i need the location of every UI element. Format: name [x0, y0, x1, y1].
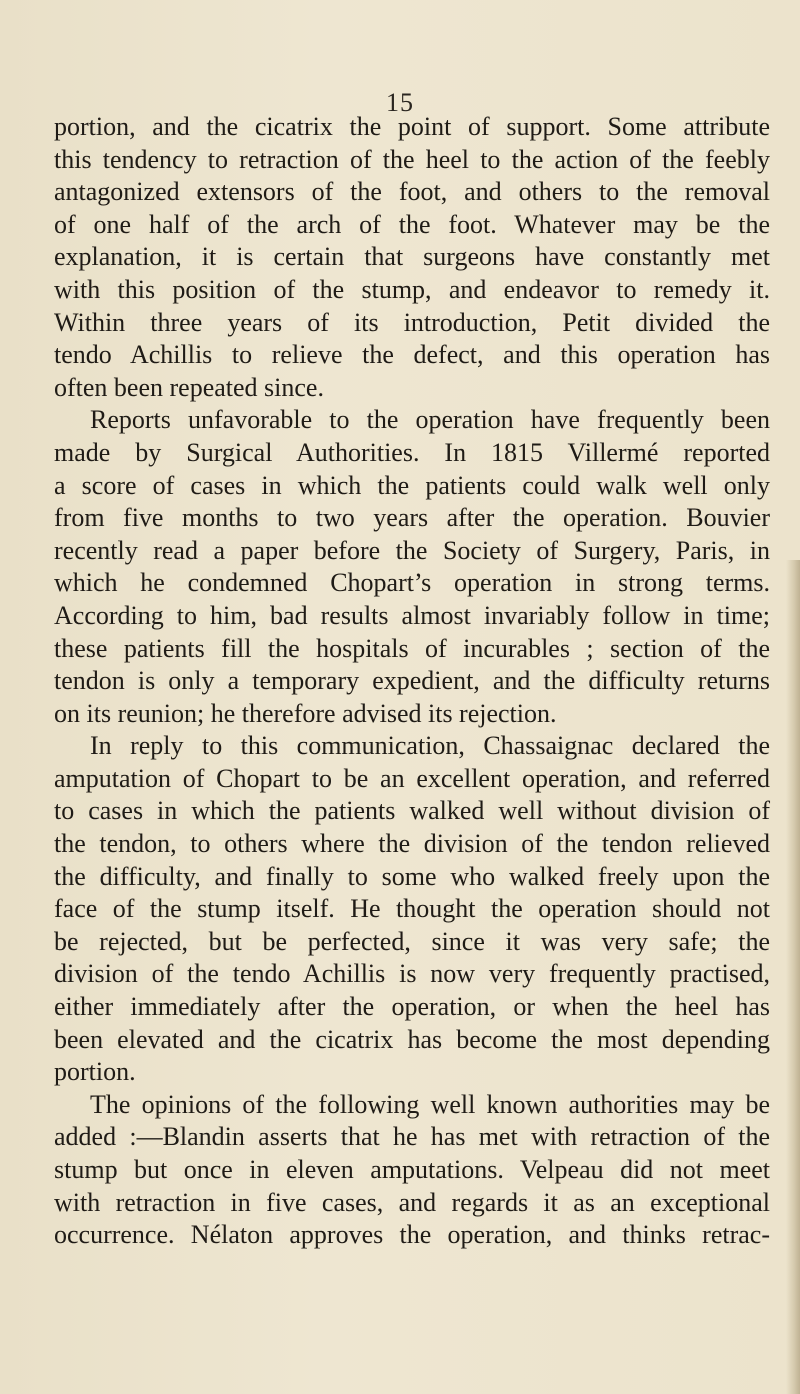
text-line: to cases in which the patients walked well without division of: [54, 796, 770, 826]
text-line: portion.: [54, 1057, 136, 1087]
text-line: tendo Achillis to relieve the defect, and this operation has: [54, 340, 770, 370]
text-line: on its reunion; he therefore advised its rejection.: [54, 698, 557, 728]
text-line: either immediately after the operation, or when the heel has: [54, 992, 770, 1022]
text-line: been elevated and the cicatrix has become the most depending: [54, 1024, 770, 1054]
page-edge-shadow: [786, 560, 800, 1394]
paragraph-3: [54, 730, 770, 1089]
text-line: of one half of the arch of the foot. Whatever may be the: [54, 209, 770, 239]
text-line: from five months to two years after the operation. Bouvier: [54, 503, 770, 533]
text-line: portion, and the cicatrix the point of support. Some attribute: [54, 112, 770, 141]
text-line: the difficulty, and finally to some who walked freely upon the: [54, 861, 770, 891]
text-line: explanation, it is certain that surgeons have constantly met: [54, 242, 770, 272]
text-line: The opinions of the following well known authorities may be: [90, 1089, 770, 1119]
text-line: antagonized extensors of the foot, and others to the removal: [54, 177, 770, 207]
text-line: amputation of Chopart to be an excellent operation, and referred: [54, 763, 770, 793]
paragraph-2: [54, 404, 770, 730]
text-line: this tendency to retraction of the heel to the action of the feebly: [54, 144, 770, 174]
paragraph-4: [54, 1089, 770, 1252]
text-line: which he condemned Chopart’s operation in strong terms.: [54, 568, 770, 598]
text-line: face of the stump itself. He thought the operation should not: [54, 894, 770, 924]
text-line: Within three years of its introduction, Petit divided the: [54, 307, 770, 337]
text-line: these patients fill the hospitals of incurables ; section of the: [54, 633, 770, 663]
text-line: with retraction in five cases, and regards it as an exceptional: [54, 1187, 770, 1217]
text-line: added :—Blandin asserts that he has met with retraction of the: [54, 1122, 770, 1152]
text-line: Reports unfavorable to the operation have frequently been: [90, 405, 770, 435]
text-line: be rejected, but be perfected, since it was very safe; the: [54, 926, 770, 956]
text-line: recently read a paper before the Society of Surgery, Paris, in: [54, 535, 770, 565]
text-line: often been repeated since.: [54, 372, 324, 402]
text-line: tendon is only a temporary expedient, and the difficulty returns: [54, 666, 770, 696]
text-line: division of the tendo Achillis is now very frequently practised,: [54, 959, 770, 989]
body-text: [54, 111, 770, 1252]
text-line: the tendon, to others where the division of the tendon relieved: [54, 829, 770, 859]
text-line: made by Surgical Authorities. In 1815 Villermé reported: [54, 437, 770, 467]
text-line: According to him, bad results almost invariably follow in time;: [54, 600, 770, 630]
text-line: stump but once in eleven amputations. Velpeau did not meet: [54, 1155, 770, 1184]
page-number: 15: [386, 88, 414, 117]
text-line: with this position of the stump, and endeavor to remedy it.: [54, 274, 770, 304]
text-line: In reply to this communication, Chassaignac declared the: [90, 731, 770, 761]
text-line: occurrence. Nélaton approves the operation, and thinks retrac-: [54, 1220, 770, 1250]
paragraph-1: [54, 111, 770, 404]
text-line: a score of cases in which the patients could walk well only: [54, 470, 770, 500]
